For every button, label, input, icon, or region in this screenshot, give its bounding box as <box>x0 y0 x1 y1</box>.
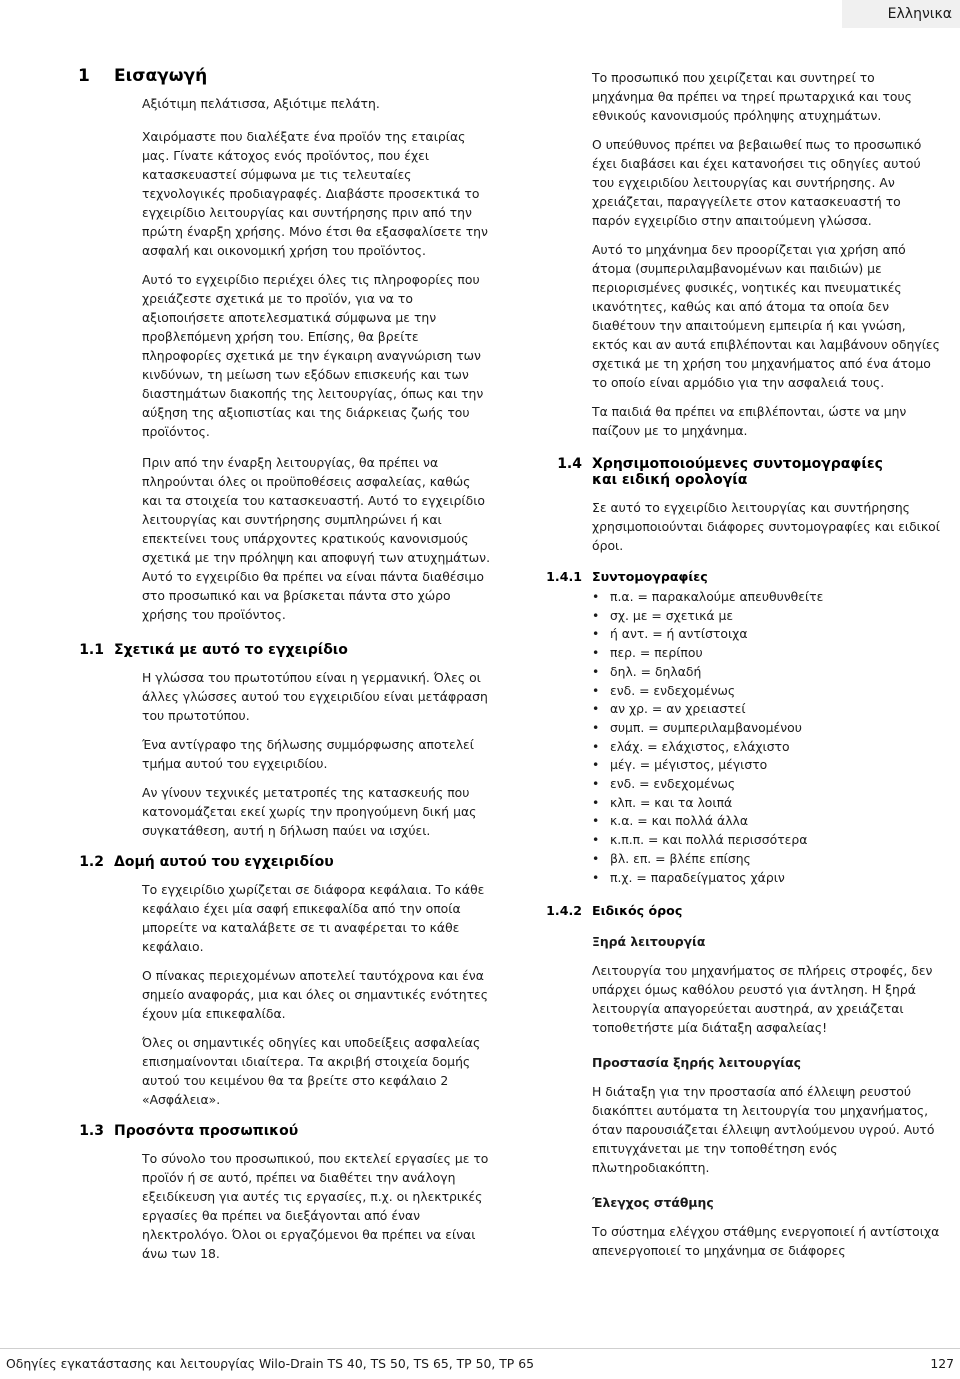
abbreviation-item: • βλ. επ. = βλέπε επίσης <box>604 850 940 869</box>
section-number: 1.1 <box>79 642 104 658</box>
abbreviations-list-wrap <box>592 588 940 887</box>
section-1-body <box>142 94 494 624</box>
paragraph: Το προσωπικό που χειρίζεται και συντηρεί το μηχάνημα θα πρέπει να τηρεί πρωταρχικά και τους εθνικούς κανονισμούς πρόληψης ατυχημάτων. <box>592 70 912 123</box>
paragraph: Όλες οι σημαντικές οδηγίες και υποδείξεις ασφαλείας επισημαίνονται ιδιαίτερα. Τα ακριβή στοιχεία δομής αυτού του κειμένου θα τα βρείτε στο κεφάλαιο 2 «Ασφάλεια». <box>142 1035 481 1107</box>
page-footer <box>6 1356 954 1371</box>
abbreviation-item: • δηλ. = δηλαδή <box>604 663 940 682</box>
section-1-3-heading <box>62 1123 494 1139</box>
term-heading: Ξηρά λειτουργία <box>592 934 706 950</box>
section-1-1-body <box>142 668 494 840</box>
abbreviation-item: • ενδ. = ενδεχομένως <box>604 682 940 701</box>
abbreviation-item: • συμπ. = συμπεριλαμβανομένου <box>604 719 940 738</box>
paragraph: Χαιρόμαστε που διαλέξατε ένα προϊόν της εταιρίας μας. Γίνατε κάτοχος ενός προϊόντος, που έχει κατασκευαστεί σύμφωνα με τις τελευταίες τεχνολογικές προδιαγραφές. Διαβάστε προσεκτικά το εγχειρίδιο λειτουργίας και συντήρησης πριν από την πρώτη έναρξη χρήσης. Μόνο έτσι θα εξασφαλίσετε την ασφαλή και οικονομική χρήση του προϊόντος. <box>142 129 488 258</box>
paragraph: Ο υπεύθυνος πρέπει να βεβαιωθεί πως το προσωπικό έχει διαβάσει και έχει κατανοήσει τις οδηγίες αυτού του εγχειριδίου λειτουργίας και συντήρησης. Αν χρειάζεται, παραγγείλετε στον κατασκευαστή το παρόν εγχειρίδιο στην απαιτούμενη γλώσσα. <box>592 137 922 228</box>
term-definition: Το σύστημα ελέγχου στάθμης ενεργοποιεί ή αντίστοιχα απενεργοποιεί το μηχάνημα σε διάφορες <box>592 1224 940 1259</box>
section-title: Προσόντα προσωπικού <box>114 1123 299 1139</box>
abbreviation-item: • π.α. = παρακαλούμε απευθυνθείτε <box>604 588 940 607</box>
section-1-3-body <box>142 1149 494 1263</box>
abbreviation-item: • μέγ. = μέγιστος, μέγιστο <box>604 756 940 775</box>
section-number: 1.4.1 <box>546 569 582 584</box>
section-number: 1.3 <box>79 1123 104 1139</box>
paragraph: Αυτό το εγχειρίδιο περιέχει όλες τις πληροφορίες που χρειάζεστε σχετικά με το προϊόν, για να το αξιοποιήσετε αποτελεσματικά σύμφωνα με την προβλεπόμενη χρήση του. Επίσης, θα βρείτε πληροφορίες σχετικά με την έγκαιρη αναγνώριση των κινδύνων, τη μείωση των εξόδων επισκευής και των διαστημάτων διακοπής της λειτουργίας, όπως και την αύξηση της αξιοπιστίας και της διάρκειας ζωής του προϊόντος. <box>142 272 484 439</box>
term-definition: Η διάταξη για την προστασία από έλλειψη ρευστού διακόπτει αυτόματα τη λειτουργία του μηχανήματος, όταν παρουσιάζεται έλλειψη αντλούμενου υγρού. Αυτό επιτυγχάνεται με την τοποθέτηση ενός πλωτηροδιακόπτη. <box>592 1084 935 1176</box>
intro-body <box>592 68 940 440</box>
abbreviation-item: • κ.α. = και πολλά άλλα <box>604 812 940 831</box>
section-title: Σχετικά με αυτό το εγχειρίδιο <box>114 642 348 658</box>
term-heading: Προστασία ξηρής λειτουργίας <box>592 1055 801 1071</box>
abbreviation-item: • σχ. με = σχετικά με <box>604 607 940 626</box>
right-column <box>540 68 940 1270</box>
paragraph: Αξιότιμη πελάτισσα, Αξιότιμε πελάτη. <box>142 96 380 111</box>
paragraph: Τα παιδιά θα πρέπει να επιβλέπονται, ώστε να μην παίζουν με το μηχάνημα. <box>592 404 907 438</box>
paragraph: Η γλώσσα του πρωτοτύπου είναι η γερμανική. Όλες οι άλλες γλώσσες αυτού του εγχειριδίου είναι μετάφραση του πρωτοτύπου. <box>142 670 488 723</box>
paragraph: Αν γίνουν τεχνικές μετατροπές της κατασκευής που κατονομάζεται εκεί χωρίς την προηγούμενη δική μας συγκατάθεση, αυτή η δήλωση παύει να ισχύει. <box>142 785 477 838</box>
abbreviations-list <box>592 588 940 887</box>
section-1-heading <box>64 66 494 86</box>
footer-divider <box>0 1348 960 1349</box>
paragraph: Αυτό το μηχάνημα δεν προορίζεται για χρήση από άτομα (συμπεριλαμβανομένων και παιδιών) με περιορισμένες φυσικές, νοητικές και πνευματικές ικανότητες, καθώς και από άτομα τα οποία δεν διαθέτουν την απαιτούμενη εμπειρία ή και γνώση, εκτός και αν αυτά επιβλέπονται και λαμβάνουν οδηγίες σχετικά με τη χρήση του μηχανήματος από ένα άτομο το οποίο είναι αρμόδιο για την ασφαλειά τους. <box>592 242 940 390</box>
left-column <box>78 66 494 1273</box>
abbreviation-item: • ελάχ. = ελάχιστος, ελάχιστο <box>604 738 940 757</box>
section-title: Ειδικός όρος <box>592 903 683 919</box>
section-1-4-heading <box>540 456 940 488</box>
abbreviation-item: • κλπ. = και τα λοιπά <box>604 794 940 813</box>
terms-body <box>592 932 940 1260</box>
abbreviation-item: • αν χρ. = αν χρειαστεί <box>604 700 940 719</box>
section-1-4-2-heading <box>540 903 940 918</box>
abbreviation-item: • π.χ. = παραδείγματος χάριν <box>604 869 940 888</box>
abbreviation-item: • περ. = περίπου <box>604 644 940 663</box>
section-number: 1.2 <box>79 854 104 870</box>
section-title: Δομή αυτού του εγχειριδίου <box>114 854 334 870</box>
paragraph: Πριν από την έναρξη λειτουργίας, θα πρέπει να πληρούνται όλες οι προϋποθέσεις ασφαλείας, καθώς και τα στοιχεία του κατασκευαστή. Αυτό το εγχειρίδιο λειτουργίας και συντήρησης συμπληρώνει ή και επεκτείνει τους υπάρχοντες κρατικούς κανονισμούς σχετικά με την πρόληψη και αποφυγή των ατυχημάτων. Αυτό το εγχειρίδιο θα πρέπει να είναι πάντα διαθέσιμο στο προσωπικό και να βρίσκεται πάντα στο χώρο χρήσης του προϊόντος. <box>142 455 491 622</box>
paragraph: Το εγχειρίδιο χωρίζεται σε διάφορα κεφάλαια. Το κάθε κεφάλαιο έχει μία σαφή επικεφαλίδα από την οποία μπορείτε να καταλάβετε σε τι αναφέρεται το κάθε κεφάλαιο. <box>142 882 485 954</box>
page-number: 127 <box>930 1356 954 1371</box>
section-number: 1.4 <box>557 456 582 472</box>
paragraph: Σε αυτό το εγχειρίδιο λειτουργίας και συντήρησης χρησιμοποιούνται διάφορες συντομογραφίες και ειδικοί όροι. <box>592 500 940 553</box>
abbreviation-item: • ενδ. = ενδεχομένως <box>604 775 940 794</box>
section-number: 1.4.2 <box>546 903 582 919</box>
term-definition: Λειτουργία του μηχανήματος σε πλήρεις στροφές, δεν υπάρχει όμως καθόλου ρευστό για άντληση. Η ξηρά λειτουργία απαγορεύεται αυστηρά, αν χρειάζεται τοποθετήστε μία διάταξη ασφαλείας! <box>592 963 933 1036</box>
section-1-4-1-heading <box>540 569 940 584</box>
section-1-1-heading <box>62 642 494 658</box>
section-1-2-body <box>142 880 494 1109</box>
section-title: Εισαγωγή <box>114 66 208 86</box>
section-1-4-body <box>592 498 940 555</box>
section-number: 1 <box>78 66 90 86</box>
section-title: Συντομογραφίες <box>592 569 708 584</box>
footer-title: Οδηγίες εγκατάστασης και λειτουργίας Wilo-Drain TS 40, TS 50, TS 65, TP 50, TP 65 <box>6 1356 534 1371</box>
abbreviation-item: • κ.π.π. = και πολλά περισσότερα <box>604 831 940 850</box>
section-1-2-heading <box>62 854 494 870</box>
language-tab: Ελληνικα <box>842 0 960 28</box>
paragraph: Το σύνολο του προσωπικού, που εκτελεί εργασίες με το προϊόν ή σε αυτό, πρέπει να διαθέτει την ανάλογη εξειδίκευση για αυτές τις εργασίες, π.χ. οι ηλεκτρικές εργασίες θα πρέπει να διεξάγονται από έναν ηλεκτρολόγο. Όλοι οι εργαζόμενοι θα πρέπει να είναι άνω των 18. <box>142 1151 489 1261</box>
abbreviation-item: • ή αντ. = ή αντίστοιχα <box>604 625 940 644</box>
paragraph: Ο πίνακας περιεχομένων αποτελεί ταυτόχρονα και ένα σημείο αναφοράς, μια και όλες οι σημαντικές ενότητες έχουν μία επικεφαλίδα. <box>142 968 488 1021</box>
section-title: Χρησιμοποιούμενες συντομογραφίες και ειδική ορολογία <box>592 456 883 488</box>
term-heading: Έλεγχος στάθμης <box>592 1195 714 1211</box>
paragraph: Ένα αντίγραφο της δήλωσης συμμόρφωσης αποτελεί τμήμα αυτού του εγχειριδίου. <box>142 737 474 771</box>
